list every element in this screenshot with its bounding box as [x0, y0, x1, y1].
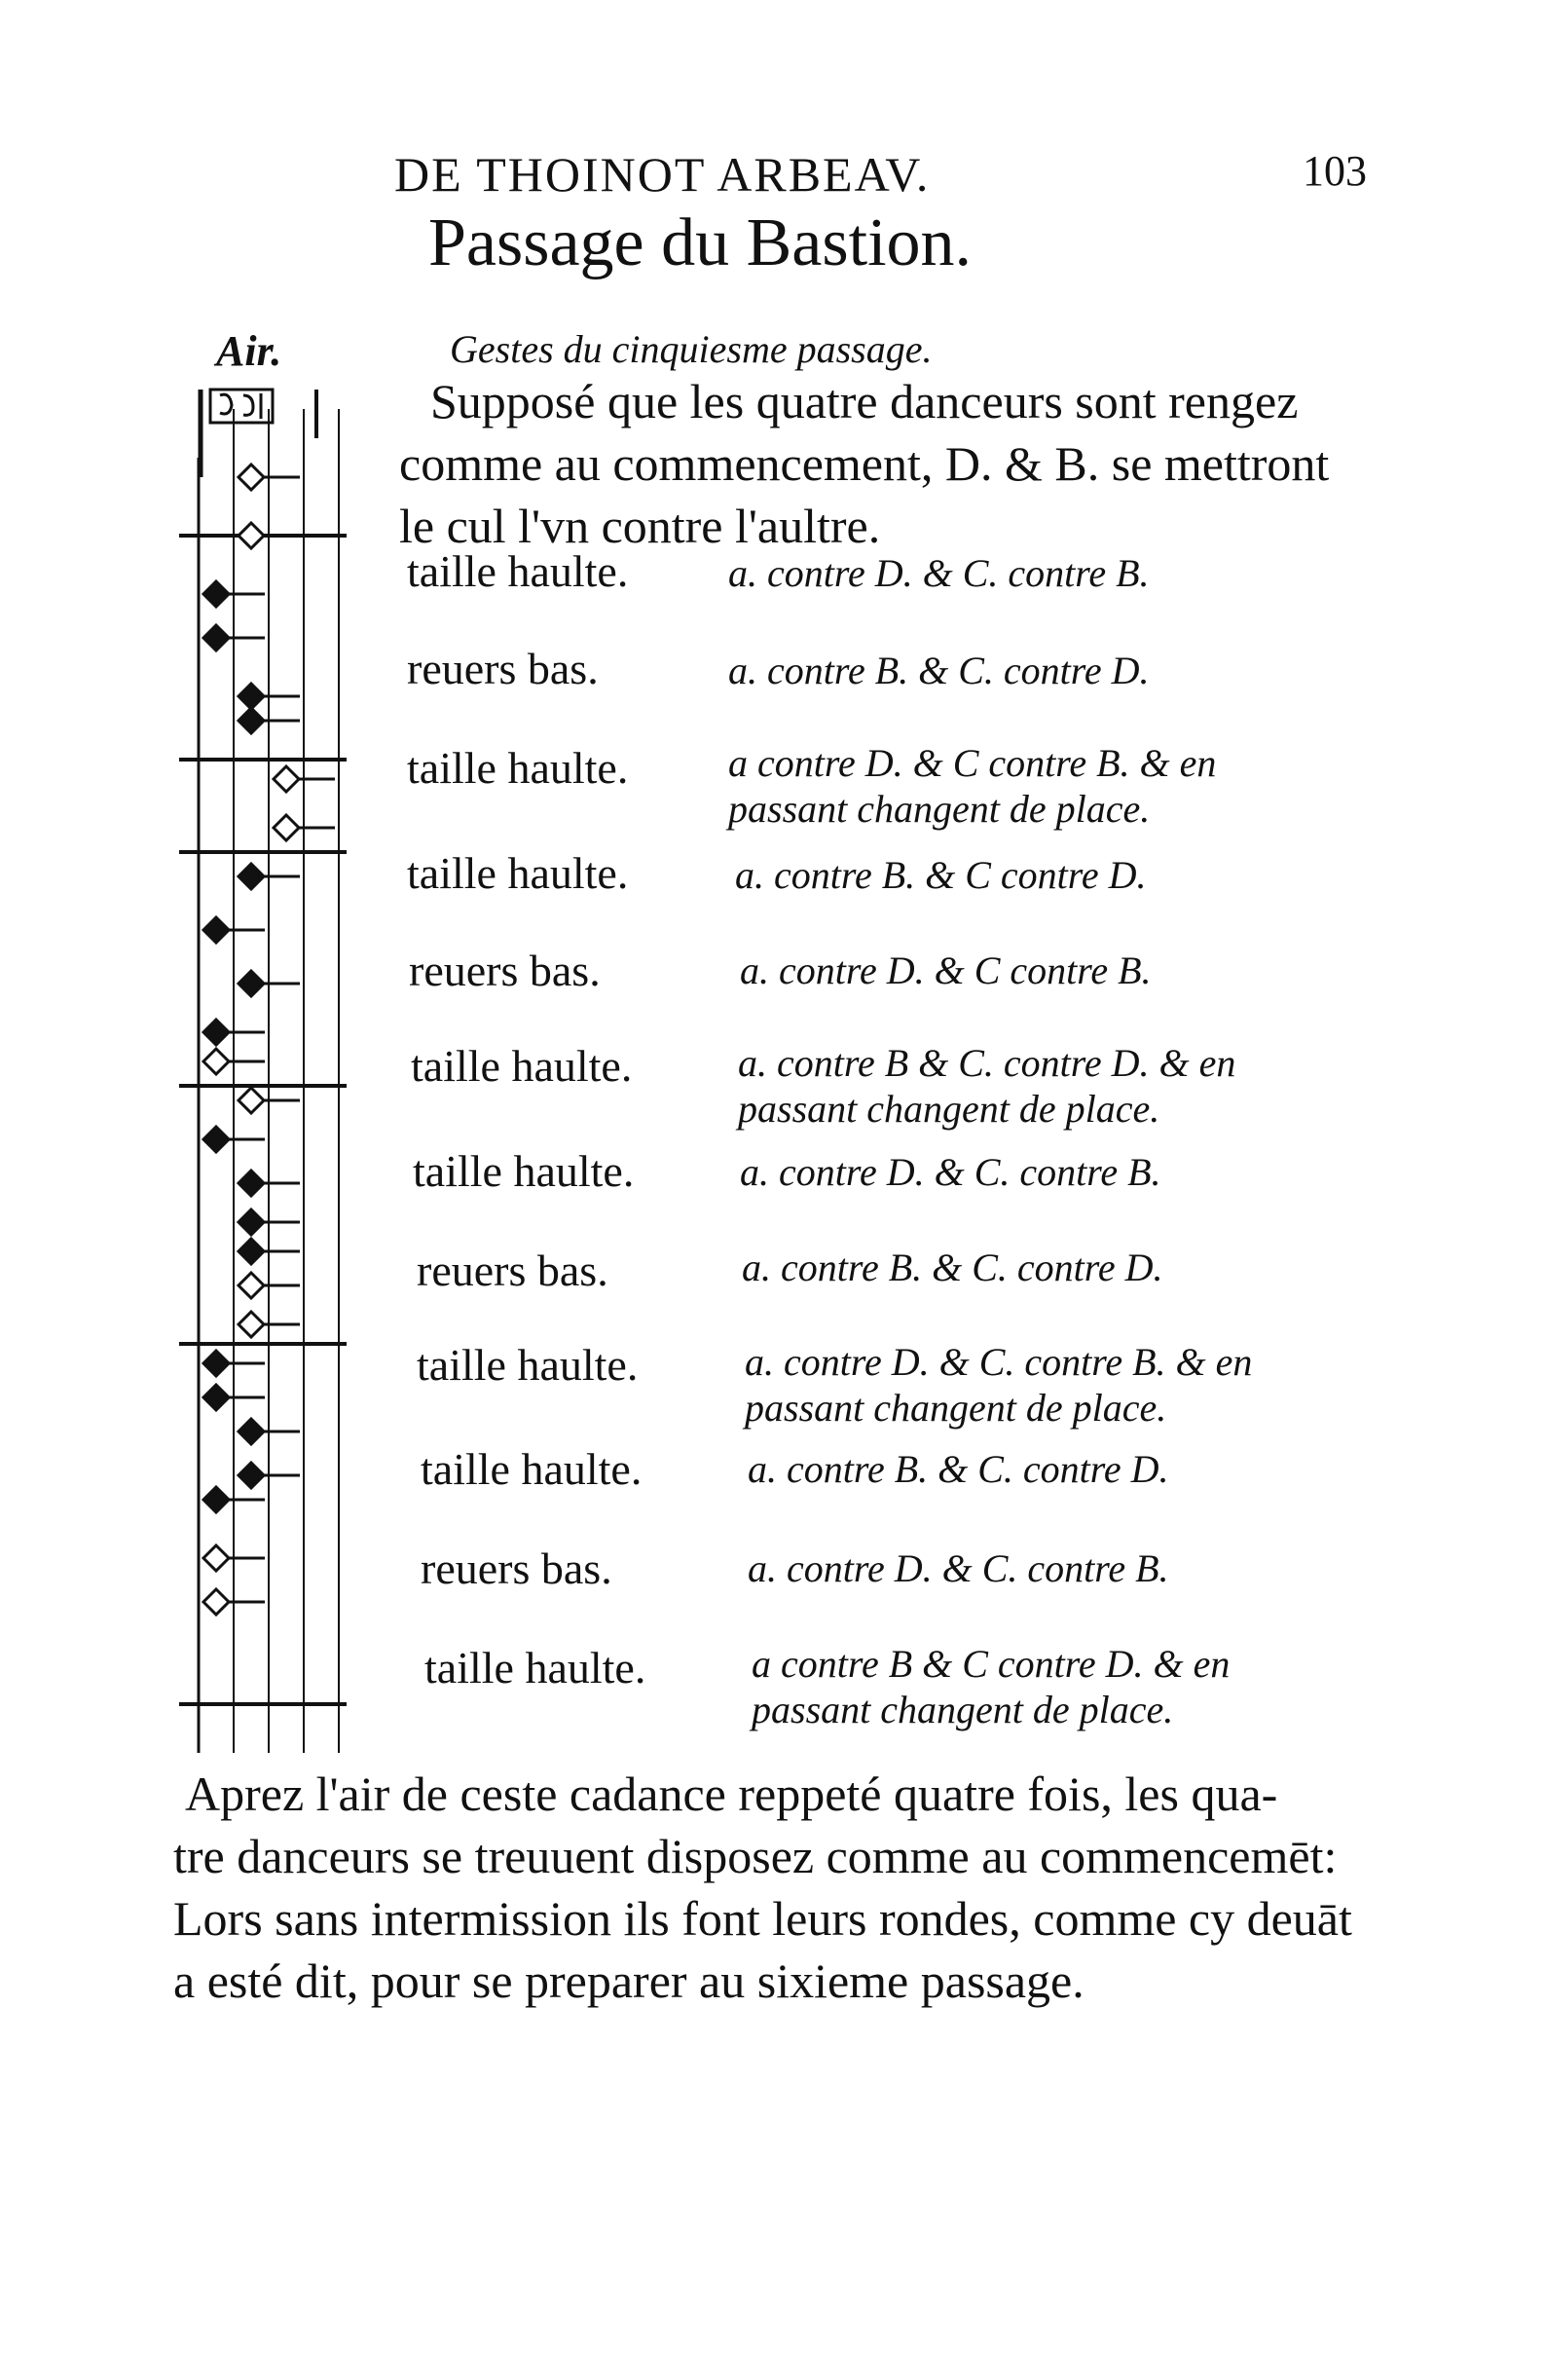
step-name: reuers bas.	[407, 644, 599, 693]
step-action-text: a. contre D. & C. contre B.	[748, 1546, 1169, 1590]
section-subheading: Gestes du cinquiesme passage.	[450, 327, 933, 371]
intro-line: le cul l'vn contre l'aultre.	[399, 499, 881, 553]
musical-notation	[175, 370, 350, 1763]
step-action-note: passant changent de place.	[745, 1386, 1167, 1430]
air-label: Air.	[216, 327, 282, 375]
step-action-note: passant changent de place.	[728, 787, 1151, 831]
step-action-text: a. contre B. & C. contre D.	[748, 1447, 1169, 1491]
step-name: reuers bas.	[421, 1543, 612, 1593]
step-action-text: a contre D. & C contre B. & en	[728, 741, 1217, 785]
step-action	[742, 1245, 1163, 1290]
step-action-text: a. contre B. & C. contre D.	[742, 1246, 1163, 1289]
step-name: taille haulte.	[417, 1340, 639, 1390]
closing-line: a esté dit, pour se preparer au sixieme passage.	[173, 1953, 1084, 2008]
step-name: taille haulte.	[407, 743, 629, 793]
step-name: taille haulte.	[411, 1041, 633, 1091]
step-action-text: a. contre D. & C. contre B.	[728, 551, 1150, 595]
step-action	[728, 550, 1150, 596]
step-name: taille haulte.	[407, 546, 629, 596]
step-action-note: passant changent de place.	[752, 1688, 1174, 1731]
step-action	[745, 1339, 1252, 1431]
step-name: reuers bas.	[417, 1246, 608, 1295]
step-action	[740, 1149, 1161, 1195]
step-action-text: a. contre D. & C. contre B. & en	[745, 1340, 1253, 1384]
step-action	[738, 1040, 1235, 1132]
step-action	[735, 852, 1147, 898]
step-action-text: a. contre B & C. contre D. & en	[738, 1041, 1236, 1085]
page-number: 103	[1303, 147, 1367, 195]
step-action	[740, 948, 1152, 993]
closing-line: Aprez l'air de ceste cadance reppeté quatre fois, les qua-	[185, 1766, 1278, 1821]
closing-line: Lors sans intermission ils font leurs rondes, comme cy deuāt	[173, 1891, 1352, 1946]
intro-line: Supposé que les quatre danceurs sont rengez	[430, 374, 1299, 428]
step-name: taille haulte.	[407, 848, 629, 898]
step-action-note: passant changent de place.	[738, 1087, 1160, 1131]
step-action	[728, 740, 1216, 832]
closing-line: tre danceurs se treuuent disposez comme au commencemēt:	[173, 1829, 1338, 1883]
step-action-text: a. contre B. & C contre D.	[735, 853, 1147, 897]
step-action	[748, 1446, 1169, 1492]
step-action-text: a. contre B. & C. contre D.	[728, 649, 1150, 692]
step-name: taille haulte.	[413, 1146, 635, 1196]
clef-icon	[210, 390, 273, 423]
step-action-text: a contre B & C contre D. & en	[752, 1642, 1231, 1686]
step-name: taille haulte.	[421, 1444, 643, 1494]
step-action	[728, 648, 1150, 693]
step-action-text: a. contre D. & C contre B.	[740, 948, 1152, 992]
step-name: reuers bas.	[409, 946, 601, 995]
running-head: DE THOINOT ARBEAV.	[394, 147, 931, 202]
page-title: Passage du Bastion.	[428, 205, 973, 280]
intro-line: comme au commencement, D. & B. se mettront	[399, 436, 1330, 491]
intro-paragraph	[399, 370, 1392, 557]
step-action	[748, 1545, 1169, 1591]
step-name: taille haulte.	[424, 1643, 646, 1692]
step-action	[752, 1641, 1230, 1732]
closing-paragraph	[173, 1763, 1429, 2012]
step-action-text: a. contre D. & C. contre B.	[740, 1150, 1161, 1194]
